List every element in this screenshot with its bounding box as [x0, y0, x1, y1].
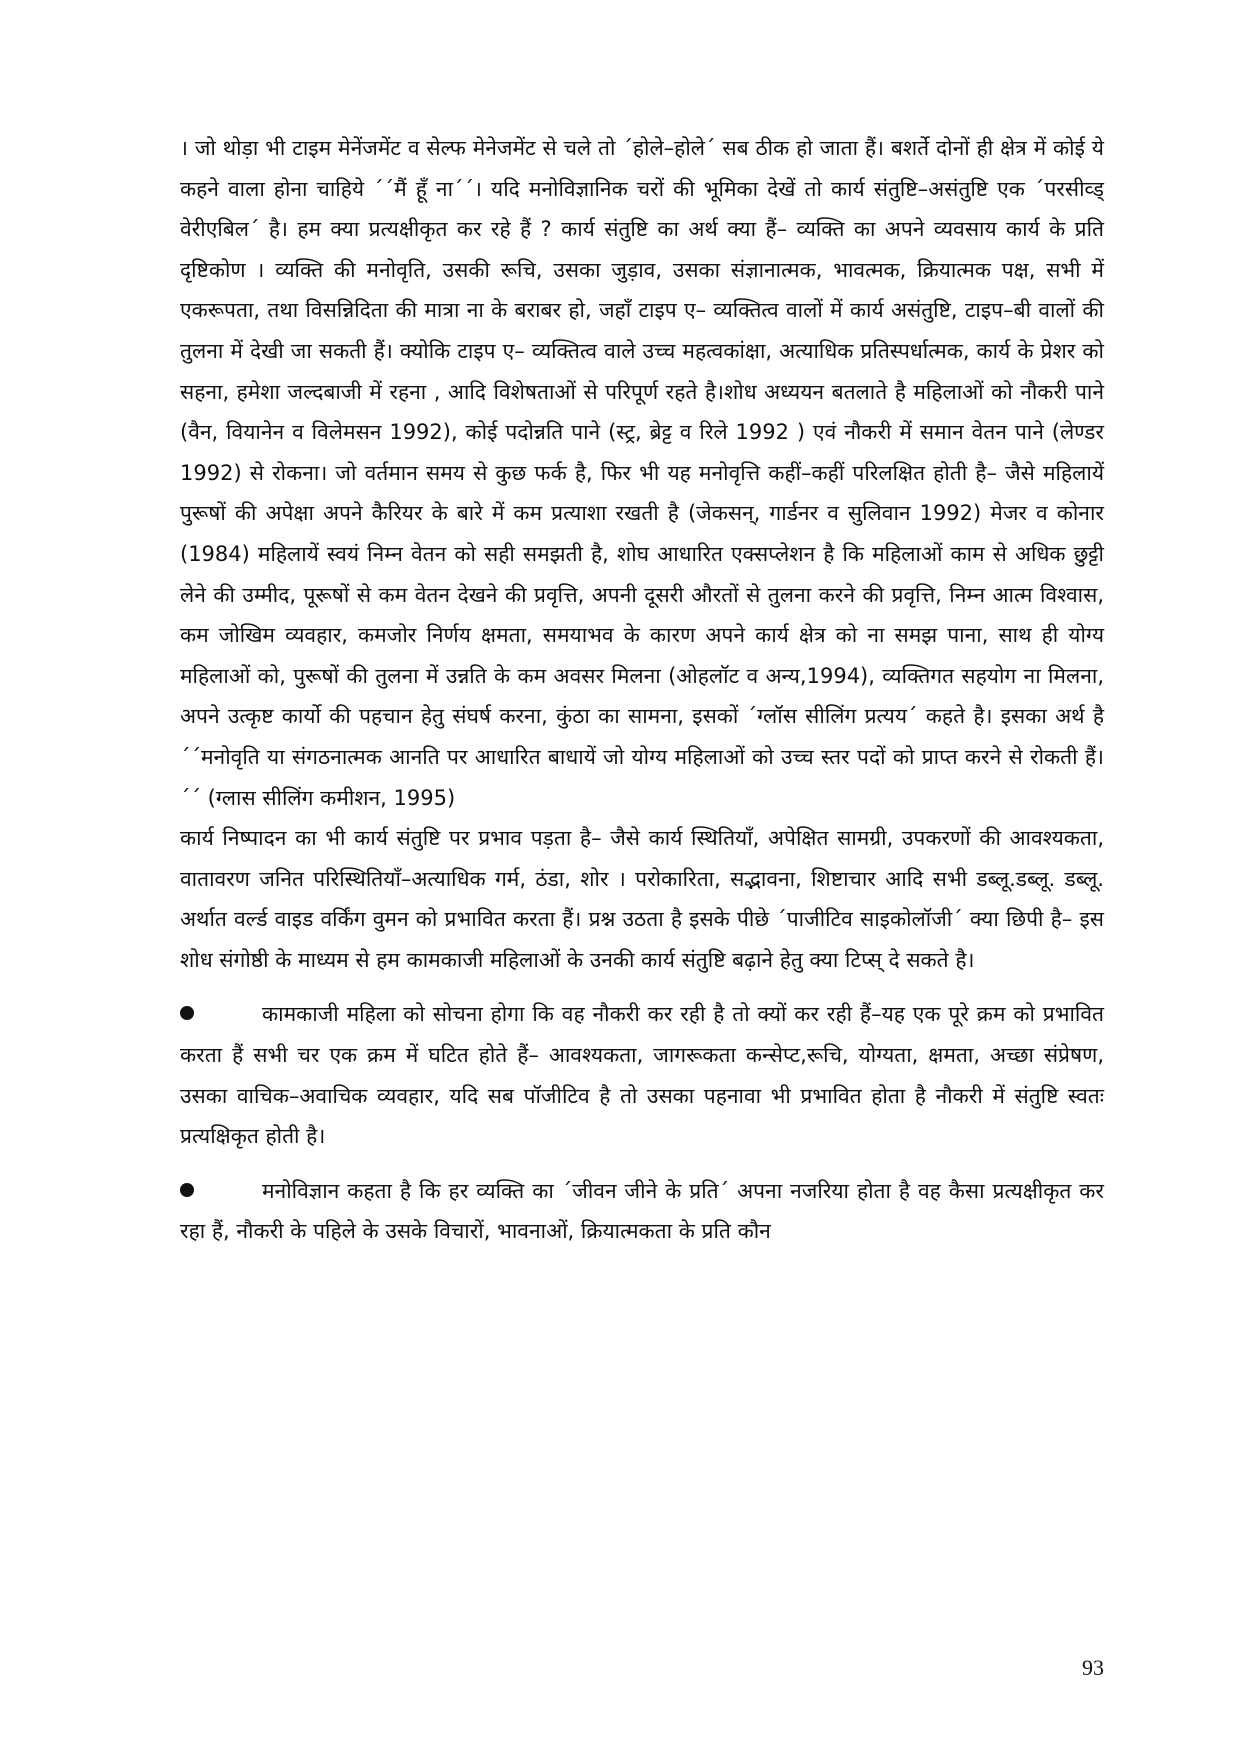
bullet-item-1	[180, 994, 1104, 1156]
bullet-item-2	[180, 1171, 1104, 1252]
bullet-item-1-text: कामकाजी महिला को सोचना होगा कि वह नौकरी कर रही है तो क्यों कर रही हैं–यह एक पूरे क्रम को प्रभावित करता हैं सभी चर एक क्रम में घटित होते हैं– आवश्यकता, जागरूकता कन्सेप्ट,रूचि, योग्यता, क्षमता, अच्छा संप्रेषण, उसका वाचिक–अवाचिक व्यवहार, यदि सब पॉजीटिव है तो उसका पहनावा भी प्रभावित होता है नौकरी में संतुष्टि स्वतः प्रत्यक्षिकृत होती है।	[180, 1002, 1104, 1149]
bullet-item-2-text: मनोविज्ञान कहता है कि हर व्यक्ति का ´जीवन जीने के प्रति´ अपना नजरिया होता है वह कैसा प्रत्यक्षीकृत कर रहा हैं, नौकरी के पहिले के उसके विचारों, भावनाओं, क्रियात्मकता के प्रति कौन	[180, 1178, 1104, 1244]
document-page	[180, 128, 1104, 1648]
bullet-dot-icon	[180, 1183, 194, 1197]
bullet-dot-icon	[180, 1006, 194, 1020]
page-number: 93	[1082, 1655, 1104, 1680]
paragraph-body-2: कार्य निष्पादन का भी कार्य संतुष्टि पर प्रभाव पड़ता है– जैसे कार्य स्थितियॉं, अपेक्षित सामग्री, उपकरणों की आवश्यकता, वातावरण जनित परिस्थितियॉं–अत्याधिक गर्म, ठंडा, शोर । परोकारिता, सद्भावना, शिष्टाचार आदि सभी डब्लू.डब्लू. डब्लू. अर्थात वर्ल्ड वाइड वर्किंग वुमन को प्रभावित करता हैं। प्रश्न उठता है इसके पीछे ´पाजीटिव साइकोलॉजी´ क्या छिपी है– इस शोध संगोष्ठी के माध्यम से हम कामकाजी महिलाओं के उनकी कार्य संतुष्टि बढ़ाने हेतु क्या टिप्स् दे सकते है।	[180, 826, 1104, 972]
paragraph-body-1: । जो थोड़ा भी टाइम मेनेंजमेंट व सेल्फ मेनेजमेंट से चले तो ´होले–होले´ सब ठीक हो जाता हैं। बशर्ते दोनों ही क्षेत्र में कोई ये कहने वाला होना चाहिये ´´मैं हूँ ना´´। यदि मनोविज्ञानिक चरों की भूमिका देखें तो कार्य संतुष्टि–असंतुष्टि एक ´परसीव्ड् वेरीएबिल´ है। हम क्या प्रत्यक्षीकृत कर रहे हैं ? कार्य संतुष्टि का अर्थ क्या हैं– व्यक्ति का अपने व्यवसाय कार्य के प्रति दृष्टिकोण । व्यक्ति की मनोवृति, उसकी रूचि, उसका जुड़ाव, उसका संज्ञानात्मक, भावत्मक, क्रियात्मक पक्ष, सभी में एकरूपता, तथा विसन्निदिता की मात्रा ना के बराबर हो, जहॉं टाइप ए– व्यक्तित्व वालों में कार्य असंतुष्टि, टाइप–बी वालों की तुलना में देखी जा सकती हैं। क्योकि टाइप ए– व्यक्तित्व वाले उच्च महत्वकांक्षा, अत्याधिक प्रतिस्पर्धात्मक, कार्य के प्रेशर को सहना, हमेशा जल्दबाजी में रहना , आदि विशेषताओं से परिपूर्ण रहते है।शोध अध्ययन बतलाते है महिलाओं को नौकरी पाने (वैन, वियानेन व विलेमसन 1992), कोई पदोन्नति पाने (स्ट्र, ब्रेट्ट व रिले 1992 ) एवं नौकरी में समान वेतन पाने (लेण्डर 1992) से रोकना। जो वर्तमान समय से कुछ फर्क है, फिर भी यह मनोवृत्ति कहीं–कहीं परिलक्षित होती है– जैसे महिलायें पुरूषों की अपेक्षा अपने कैरियर के बारे में कम प्रत्याशा रखती है (जेकसन्, गार्डनर व सुलिवान 1992) मेजर व कोनार (1984) महिलायें स्वयं निम्न वेतन को सही समझती है, शोघ आधारित एक्सप्लेशन है कि महिलाओं काम से अधिक छुट्टी लेने की उम्मीद, पूरूषों से कम वेतन देखने की प्रवृत्ति, अपनी दूसरी औरतों से तुलना करने की प्रवृत्ति, निम्न आत्म विश्वास, कम जोखिम व्यवहार, कमजोर निर्णय क्षमता, समयाभव के कारण अपने कार्य क्षेत्र को ना समझ पाना, साथ ही योग्य महिलाओं को, पुरूषों की तुलना में उन्नति के कम अवसर मिलना (ओहलॉट व अन्य,1994), व्यक्तिगत सहयोग ना मिलना, अपने उत्कृष्ट कार्यो की पहचान हेतु संघर्ष करना, कुंठा का सामना, इसकों ´ग्लॉस सीलिंग प्रत्यय´ कहते है। इसका अर्थ है ´´मनोवृति या संगठनात्मक आनति पर आधारित बाधायें जो योग्य महिलाओं को उच्च स्तर पदों को प्राप्त करने से रोकती हैं।´´ (ग्लास सीलिंग कमीशन, 1995)	[180, 136, 1104, 810]
spacer	[180, 1157, 1104, 1171]
spacer	[180, 980, 1104, 994]
